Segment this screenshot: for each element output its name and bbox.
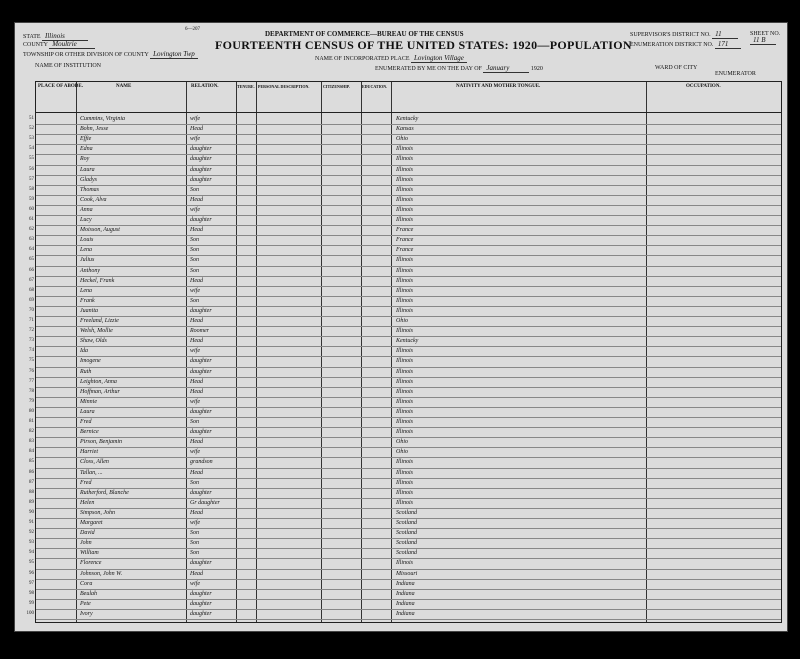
line-number: 74 bbox=[29, 348, 34, 354]
place-field bbox=[315, 55, 467, 63]
county-value: Moultrie bbox=[49, 41, 95, 49]
person-relation: Head bbox=[190, 318, 203, 324]
person-relation: Head bbox=[190, 570, 203, 577]
person-relation: daughter bbox=[190, 307, 212, 314]
person-relation: daughter bbox=[190, 166, 212, 173]
ed-value: 171 bbox=[715, 41, 741, 49]
person-birthplace: Illinois bbox=[396, 287, 414, 294]
line-number: 53 bbox=[29, 136, 34, 142]
person-birthplace: Kentucky bbox=[396, 116, 419, 122]
person-name: Welsh, Mollie bbox=[80, 328, 113, 335]
person-name: Hoffman, Arthur bbox=[80, 388, 120, 395]
row-rule bbox=[36, 478, 781, 479]
person-name: Leighton, Anna bbox=[80, 378, 117, 385]
sheet-label: SHEET NO. bbox=[750, 31, 781, 37]
person-birthplace: Illinois bbox=[396, 166, 414, 173]
row-rule bbox=[36, 437, 781, 438]
person-relation: daughter bbox=[190, 368, 212, 375]
person-relation: wife bbox=[190, 287, 200, 294]
person-relation: Son bbox=[190, 237, 199, 244]
row-rule bbox=[36, 579, 781, 580]
person-relation: Son bbox=[190, 297, 199, 304]
person-relation: Head bbox=[190, 509, 203, 516]
person-relation: daughter bbox=[190, 590, 212, 597]
line-number: 100 bbox=[26, 610, 34, 616]
line-number: 83 bbox=[29, 439, 34, 445]
person-name: Tallan, ... bbox=[80, 469, 103, 476]
person-name: Rutherford, Blanche bbox=[80, 489, 129, 496]
line-number: 52 bbox=[29, 126, 34, 132]
row-rule bbox=[36, 255, 781, 256]
person-birthplace: Kentucky bbox=[396, 338, 419, 345]
person-relation: Gr daughter bbox=[190, 499, 220, 506]
person-relation: Son bbox=[190, 550, 199, 557]
person-name: Fred bbox=[80, 419, 92, 425]
row-rule bbox=[36, 518, 781, 519]
line-number: 64 bbox=[29, 247, 34, 253]
supervisor-district bbox=[630, 31, 738, 39]
place-label: NAME OF INCORPORATED PLACE bbox=[315, 56, 410, 62]
supervisor-label: SUPERVISOR'S DISTRICT NO. bbox=[630, 32, 711, 38]
person-name: John bbox=[80, 540, 92, 547]
col-relation: RELATION. bbox=[191, 84, 219, 89]
line-number: 67 bbox=[29, 277, 34, 283]
person-relation: Head bbox=[190, 227, 203, 234]
row-rule bbox=[36, 296, 781, 297]
col-personal: PERSONAL DESCRIPTION. bbox=[258, 84, 310, 89]
person-name: Gladys bbox=[80, 176, 97, 183]
person-birthplace: France bbox=[396, 237, 414, 244]
person-name: Ivory bbox=[80, 610, 93, 617]
person-birthplace: Scotland bbox=[396, 509, 417, 516]
person-name: Cummins, Virginia bbox=[80, 116, 126, 122]
ward-label: WARD OF CITY bbox=[655, 65, 698, 71]
person-name: Juanita bbox=[80, 307, 98, 314]
line-number: 87 bbox=[29, 479, 34, 485]
person-birthplace: Illinois bbox=[396, 348, 414, 355]
line-number: 82 bbox=[29, 429, 34, 435]
county-field bbox=[23, 41, 95, 49]
form-code: 6—207 bbox=[185, 27, 200, 32]
person-relation: daughter bbox=[190, 176, 212, 183]
row-rule bbox=[36, 538, 781, 539]
line-number: 70 bbox=[29, 307, 34, 313]
line-number: 85 bbox=[29, 459, 34, 465]
line-number: 54 bbox=[29, 146, 34, 152]
enumerator-label: ENUMERATOR bbox=[715, 71, 756, 77]
person-name: Laura bbox=[80, 166, 95, 173]
line-number: 88 bbox=[29, 489, 34, 495]
person-birthplace: Illinois bbox=[396, 206, 414, 213]
row-rule bbox=[36, 447, 781, 448]
person-relation: Son bbox=[190, 419, 199, 425]
line-number: 78 bbox=[29, 388, 34, 394]
person-relation: grandson bbox=[190, 459, 213, 466]
line-number: 86 bbox=[29, 469, 34, 475]
person-relation: Head bbox=[190, 277, 203, 284]
line-number: 75 bbox=[29, 358, 34, 364]
person-name: Heckel, Frank bbox=[80, 277, 115, 284]
person-name: Harriet bbox=[80, 449, 98, 456]
line-number: 61 bbox=[29, 217, 34, 222]
row-rule bbox=[36, 185, 781, 186]
person-birthplace: Kansas bbox=[396, 126, 414, 133]
row-rule bbox=[36, 346, 781, 347]
person-name: Louis bbox=[80, 237, 94, 244]
person-birthplace: France bbox=[396, 227, 414, 234]
person-name: David bbox=[80, 530, 95, 537]
person-name: Anthony bbox=[80, 267, 100, 274]
person-relation: daughter bbox=[190, 560, 212, 567]
line-number: 76 bbox=[29, 368, 34, 374]
line-number: 73 bbox=[29, 338, 34, 344]
person-relation: Head bbox=[190, 338, 203, 345]
row-rule bbox=[36, 599, 781, 600]
person-relation: daughter bbox=[190, 600, 212, 607]
person-name: Effie bbox=[80, 136, 92, 143]
person-birthplace: Ohio bbox=[396, 318, 408, 324]
row-rule bbox=[36, 276, 781, 277]
person-relation: wife bbox=[190, 580, 200, 587]
line-number: 69 bbox=[29, 297, 34, 303]
row-rule bbox=[36, 609, 781, 610]
person-name: Pete bbox=[80, 600, 91, 607]
person-name: William bbox=[80, 550, 99, 557]
person-relation: Son bbox=[190, 530, 199, 537]
row-rule bbox=[36, 316, 781, 317]
person-name: Frank bbox=[80, 297, 95, 304]
person-name: Ruth bbox=[80, 368, 92, 375]
person-name: Lucy bbox=[80, 217, 92, 223]
person-relation: Son bbox=[190, 186, 199, 193]
person-birthplace: Illinois bbox=[396, 489, 414, 496]
person-name: Freeland, Lizzie bbox=[80, 318, 119, 324]
sheet-number bbox=[750, 31, 780, 45]
row-rule bbox=[36, 326, 781, 327]
person-name: Helen bbox=[80, 499, 95, 506]
person-relation: Son bbox=[190, 267, 199, 274]
person-name: Simpson, John bbox=[80, 509, 115, 516]
row-rule bbox=[36, 225, 781, 226]
col-education: EDUCATION. bbox=[362, 84, 388, 89]
line-number: 92 bbox=[29, 530, 34, 536]
enumeration-district bbox=[630, 41, 741, 49]
person-birthplace: Illinois bbox=[396, 307, 414, 314]
col-occupation: OCCUPATION. bbox=[686, 84, 721, 89]
row-rule bbox=[36, 154, 781, 155]
person-birthplace: Indiana bbox=[396, 600, 415, 607]
person-name: Roy bbox=[80, 156, 90, 163]
person-birthplace: Illinois bbox=[396, 176, 414, 183]
line-number: 57 bbox=[29, 176, 34, 182]
row-rule bbox=[36, 286, 781, 287]
person-relation: Head bbox=[190, 388, 203, 395]
person-relation: Head bbox=[190, 126, 203, 133]
month-value: January bbox=[483, 65, 529, 73]
row-rule bbox=[36, 134, 781, 135]
row-rule bbox=[36, 569, 781, 570]
person-relation: Head bbox=[190, 196, 203, 203]
person-birthplace: Illinois bbox=[396, 156, 414, 163]
line-number: 58 bbox=[29, 186, 34, 192]
line-number: 95 bbox=[29, 560, 34, 566]
person-relation: daughter bbox=[190, 408, 212, 415]
line-number: 97 bbox=[29, 580, 34, 586]
page-title: FOURTEENTH CENSUS OF THE UNITED STATES: 1920—POPULATION bbox=[215, 38, 632, 52]
person-relation: Roomer bbox=[190, 328, 209, 335]
person-birthplace: Indiana bbox=[396, 610, 415, 617]
line-number: 91 bbox=[29, 520, 34, 525]
person-birthplace: Ohio bbox=[396, 439, 408, 446]
person-name: Anna bbox=[80, 206, 93, 213]
row-rule bbox=[36, 508, 781, 509]
census-sheet bbox=[14, 22, 788, 632]
person-name: Johnson, John W. bbox=[80, 570, 123, 577]
person-relation: daughter bbox=[190, 429, 212, 436]
person-relation: Son bbox=[190, 540, 199, 547]
person-birthplace: Illinois bbox=[396, 499, 414, 506]
person-birthplace: Illinois bbox=[396, 459, 414, 466]
person-relation: wife bbox=[190, 206, 200, 213]
person-birthplace: Illinois bbox=[396, 398, 414, 405]
township-field bbox=[23, 51, 198, 59]
person-name: Cook, Alva bbox=[80, 196, 107, 203]
person-name: Shaw, Olds bbox=[80, 338, 107, 345]
line-number: 93 bbox=[29, 540, 34, 546]
person-birthplace: Illinois bbox=[396, 267, 414, 274]
person-birthplace: Scotland bbox=[396, 550, 417, 557]
row-rule bbox=[36, 558, 781, 559]
state-value: Illinois bbox=[42, 33, 88, 41]
person-relation: daughter bbox=[190, 489, 212, 496]
person-relation: daughter bbox=[190, 146, 212, 153]
person-birthplace: Ohio bbox=[396, 449, 408, 456]
line-number: 63 bbox=[29, 237, 34, 243]
person-name: Closs, Allen bbox=[80, 459, 109, 466]
enumerated-label: ENUMERATED BY ME ON THE bbox=[375, 66, 459, 72]
line-number: 99 bbox=[29, 600, 34, 606]
row-rule bbox=[36, 124, 781, 125]
row-rule bbox=[36, 387, 781, 388]
person-birthplace: Illinois bbox=[396, 257, 414, 264]
line-number: 62 bbox=[29, 227, 34, 233]
person-relation: wife bbox=[190, 348, 200, 355]
person-name: Julius bbox=[80, 257, 95, 264]
person-relation: Head bbox=[190, 378, 203, 385]
person-birthplace: Missouri bbox=[396, 570, 418, 577]
person-birthplace: Scotland bbox=[396, 530, 417, 537]
line-number: 89 bbox=[29, 499, 34, 505]
person-birthplace: Indiana bbox=[396, 580, 415, 587]
line-number: 59 bbox=[29, 196, 34, 202]
row-rule bbox=[36, 367, 781, 368]
person-birthplace: Scotland bbox=[396, 520, 417, 526]
row-rule bbox=[36, 407, 781, 408]
person-birthplace: Illinois bbox=[396, 429, 414, 436]
ed-label: ENUMERATION DISTRICT NO. bbox=[630, 42, 714, 48]
place-value: Lovington Village bbox=[411, 55, 467, 63]
person-name: Imogene bbox=[80, 358, 101, 365]
person-relation: Head bbox=[190, 439, 203, 446]
line-number: 66 bbox=[29, 267, 34, 273]
person-birthplace: Illinois bbox=[396, 469, 414, 476]
col-citizenship: CITIZENSHIP. bbox=[323, 84, 350, 89]
row-rule bbox=[36, 397, 781, 398]
person-relation: wife bbox=[190, 136, 200, 143]
line-number: 96 bbox=[29, 570, 34, 576]
supervisor-value: 11 bbox=[712, 31, 738, 39]
person-relation: Son bbox=[190, 247, 199, 254]
person-birthplace: Illinois bbox=[396, 217, 414, 223]
row-rule bbox=[36, 548, 781, 549]
row-rule bbox=[36, 427, 781, 428]
person-relation: wife bbox=[190, 520, 200, 526]
row-rule bbox=[36, 144, 781, 145]
person-name: Bohn, Jesse bbox=[80, 126, 109, 133]
person-birthplace: Illinois bbox=[396, 358, 414, 365]
person-birthplace: Illinois bbox=[396, 408, 414, 415]
person-relation: Son bbox=[190, 257, 199, 264]
line-number: 55 bbox=[29, 156, 34, 162]
line-number: 77 bbox=[29, 378, 34, 384]
department-heading: DEPARTMENT OF COMMERCE—BUREAU OF THE CENSUS bbox=[265, 30, 464, 38]
col-place-of-abode: PLACE OF ABODE. bbox=[38, 84, 83, 89]
person-name: Fred bbox=[80, 479, 92, 486]
row-rule bbox=[36, 175, 781, 176]
person-name: Cora bbox=[80, 580, 93, 587]
census-table bbox=[26, 81, 782, 623]
line-number: 51 bbox=[29, 116, 34, 121]
person-birthplace: Illinois bbox=[396, 378, 414, 385]
township-label: TOWNSHIP OR OTHER DIVISION OF COUNTY bbox=[23, 52, 149, 58]
person-birthplace: Illinois bbox=[396, 419, 414, 425]
row-rule bbox=[36, 377, 781, 378]
person-relation: wife bbox=[190, 449, 200, 456]
person-name: Margaret bbox=[80, 520, 103, 526]
row-rule bbox=[36, 266, 781, 267]
person-name: Florence bbox=[80, 560, 102, 567]
line-number: 60 bbox=[29, 206, 34, 212]
row-rule bbox=[36, 215, 781, 216]
person-relation: daughter bbox=[190, 610, 212, 617]
township-value: Lovington Twp bbox=[150, 51, 198, 59]
person-name: Laura bbox=[80, 408, 95, 415]
col-nativity: NATIVITY AND MOTHER TONGUE. bbox=[456, 84, 541, 89]
line-number: 98 bbox=[29, 590, 34, 596]
person-name: Minnie bbox=[80, 398, 97, 405]
row-rule bbox=[36, 619, 781, 620]
county-label: COUNTY bbox=[23, 42, 48, 48]
row-rule bbox=[36, 498, 781, 499]
row-rule bbox=[36, 235, 781, 236]
person-birthplace: Illinois bbox=[396, 479, 414, 486]
day-label: DAY OF bbox=[460, 66, 482, 72]
enumerated-field bbox=[375, 65, 543, 73]
person-name: Moisson, August bbox=[80, 227, 120, 234]
person-birthplace: Illinois bbox=[396, 196, 414, 203]
person-birthplace: Illinois bbox=[396, 277, 414, 284]
person-relation: wife bbox=[190, 116, 200, 122]
row-rule bbox=[36, 589, 781, 590]
institution-label: NAME OF INSTITUTION bbox=[35, 63, 101, 69]
person-name: Lena bbox=[80, 287, 92, 294]
row-rule bbox=[36, 336, 781, 337]
line-number: 84 bbox=[29, 449, 34, 455]
state-label: STATE bbox=[23, 34, 41, 40]
person-relation: daughter bbox=[190, 156, 212, 163]
line-number: 94 bbox=[29, 550, 34, 556]
person-birthplace: Illinois bbox=[396, 368, 414, 375]
person-relation: wife bbox=[190, 398, 200, 405]
row-rule bbox=[36, 195, 781, 196]
line-number: 72 bbox=[29, 328, 34, 334]
person-birthplace: Illinois bbox=[396, 328, 414, 335]
person-birthplace: Illinois bbox=[396, 186, 414, 193]
person-birthplace: Illinois bbox=[396, 297, 414, 304]
line-number: 68 bbox=[29, 287, 34, 293]
line-number: 81 bbox=[29, 419, 34, 424]
person-birthplace: Illinois bbox=[396, 560, 414, 567]
line-number: 65 bbox=[29, 257, 34, 263]
row-rule bbox=[36, 245, 781, 246]
person-relation: Son bbox=[190, 479, 199, 486]
person-name: Pirson, Benjamin bbox=[80, 439, 122, 446]
row-rule bbox=[36, 457, 781, 458]
row-rule bbox=[36, 468, 781, 469]
person-name: Thomas bbox=[80, 186, 100, 193]
person-name: Bernice bbox=[80, 429, 99, 436]
row-rule bbox=[36, 205, 781, 206]
person-birthplace: Illinois bbox=[396, 388, 414, 395]
row-rule bbox=[36, 306, 781, 307]
person-relation: daughter bbox=[190, 217, 212, 223]
person-relation: daughter bbox=[190, 358, 212, 365]
person-birthplace: Ohio bbox=[396, 136, 408, 143]
row-rule bbox=[36, 417, 781, 418]
person-birthplace: Scotland bbox=[396, 540, 417, 547]
line-number: 80 bbox=[29, 408, 34, 414]
person-name: Beulah bbox=[80, 590, 97, 597]
line-number: 71 bbox=[29, 318, 34, 323]
line-number: 56 bbox=[29, 166, 34, 172]
person-name: Lena bbox=[80, 247, 92, 254]
person-birthplace: France bbox=[396, 247, 414, 254]
col-tenure: TENURE. bbox=[237, 84, 255, 89]
row-rule bbox=[36, 356, 781, 357]
person-birthplace: Illinois bbox=[396, 146, 414, 153]
line-number: 79 bbox=[29, 398, 34, 404]
sheet-value: 11 B bbox=[750, 37, 776, 45]
line-number: 90 bbox=[29, 509, 34, 515]
person-name: Ida bbox=[80, 348, 88, 355]
person-birthplace: Indiana bbox=[396, 590, 415, 597]
row-rule bbox=[36, 165, 781, 166]
col-name: NAME bbox=[116, 84, 132, 89]
row-rule bbox=[36, 488, 781, 489]
person-relation: Head bbox=[190, 469, 203, 476]
year-value: 1920 bbox=[530, 66, 543, 72]
row-rule bbox=[36, 528, 781, 529]
person-name: Edna bbox=[80, 146, 93, 153]
